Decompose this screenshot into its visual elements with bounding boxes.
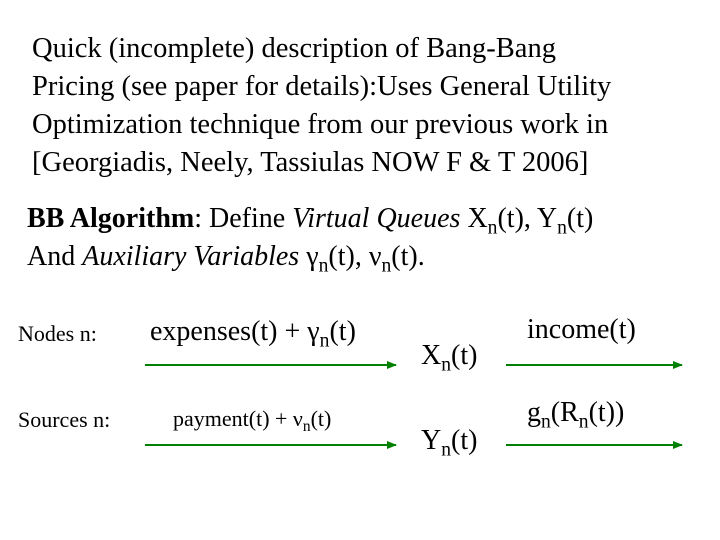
subscript-n: n [487, 217, 498, 239]
intro-line-4: [Georgiadis, Neely, Tassiulas NOW F & T 2006] [32, 147, 589, 178]
subscript-n: n [302, 417, 311, 435]
queue-y-suffix: (t) [451, 425, 478, 456]
sources-label: Sources n: [18, 407, 111, 432]
expenses-suffix: (t) [329, 316, 356, 347]
subscript-n: n [557, 217, 567, 239]
subscript-n: n [441, 439, 452, 461]
define-text: : Define [194, 203, 293, 234]
g-symbol: g [527, 397, 541, 428]
subscript-n: n [318, 255, 329, 277]
virtual-queues-term: Virtual Queues [292, 203, 461, 234]
auxiliary-variables-term: Auxiliary Variables [82, 241, 300, 272]
algorithm-title: BB Algorithm [27, 203, 195, 234]
payment-term [173, 406, 332, 435]
g-mid: (R [550, 397, 579, 428]
payment-suffix: (t) [310, 406, 332, 431]
expenses-prefix: expenses(t) + γ [150, 316, 320, 347]
nu-t-text: (t). [391, 241, 425, 272]
subscript-n: n [441, 354, 452, 376]
expenses-term [150, 316, 356, 352]
queue-x-label [421, 340, 478, 376]
subscript-n: n [381, 255, 392, 277]
income-label: income(t) [527, 314, 636, 345]
and-text: And [27, 241, 83, 272]
xt-text: (t), Y [497, 203, 558, 234]
utility-function-label [527, 397, 625, 433]
queue-x-symbol: X [421, 340, 442, 371]
queue-y-label [421, 425, 478, 461]
intro-line-1: Quick (incomplete) description of Bang-Bang [32, 33, 556, 64]
queue-x-suffix: (t) [451, 340, 478, 371]
gamma-symbol: γ [299, 241, 319, 272]
queue-y-symbol: Y [421, 425, 442, 456]
x-symbol: X [460, 203, 488, 234]
yt-text: (t) [566, 203, 594, 234]
subscript-n: n [541, 411, 551, 433]
intro-line-3: Optimization technique from our previous work in [32, 109, 609, 140]
intro-line-2: Pricing (see paper for details):Uses General Utility [32, 71, 612, 102]
subscript-n: n [319, 330, 330, 352]
g-suffix: (t)) [588, 397, 625, 428]
subscript-n: n [578, 411, 589, 433]
nodes-label: Nodes n: [18, 321, 97, 346]
payment-prefix: payment(t) + ν [173, 406, 303, 431]
gamma-t-text: (t), ν [328, 241, 382, 272]
